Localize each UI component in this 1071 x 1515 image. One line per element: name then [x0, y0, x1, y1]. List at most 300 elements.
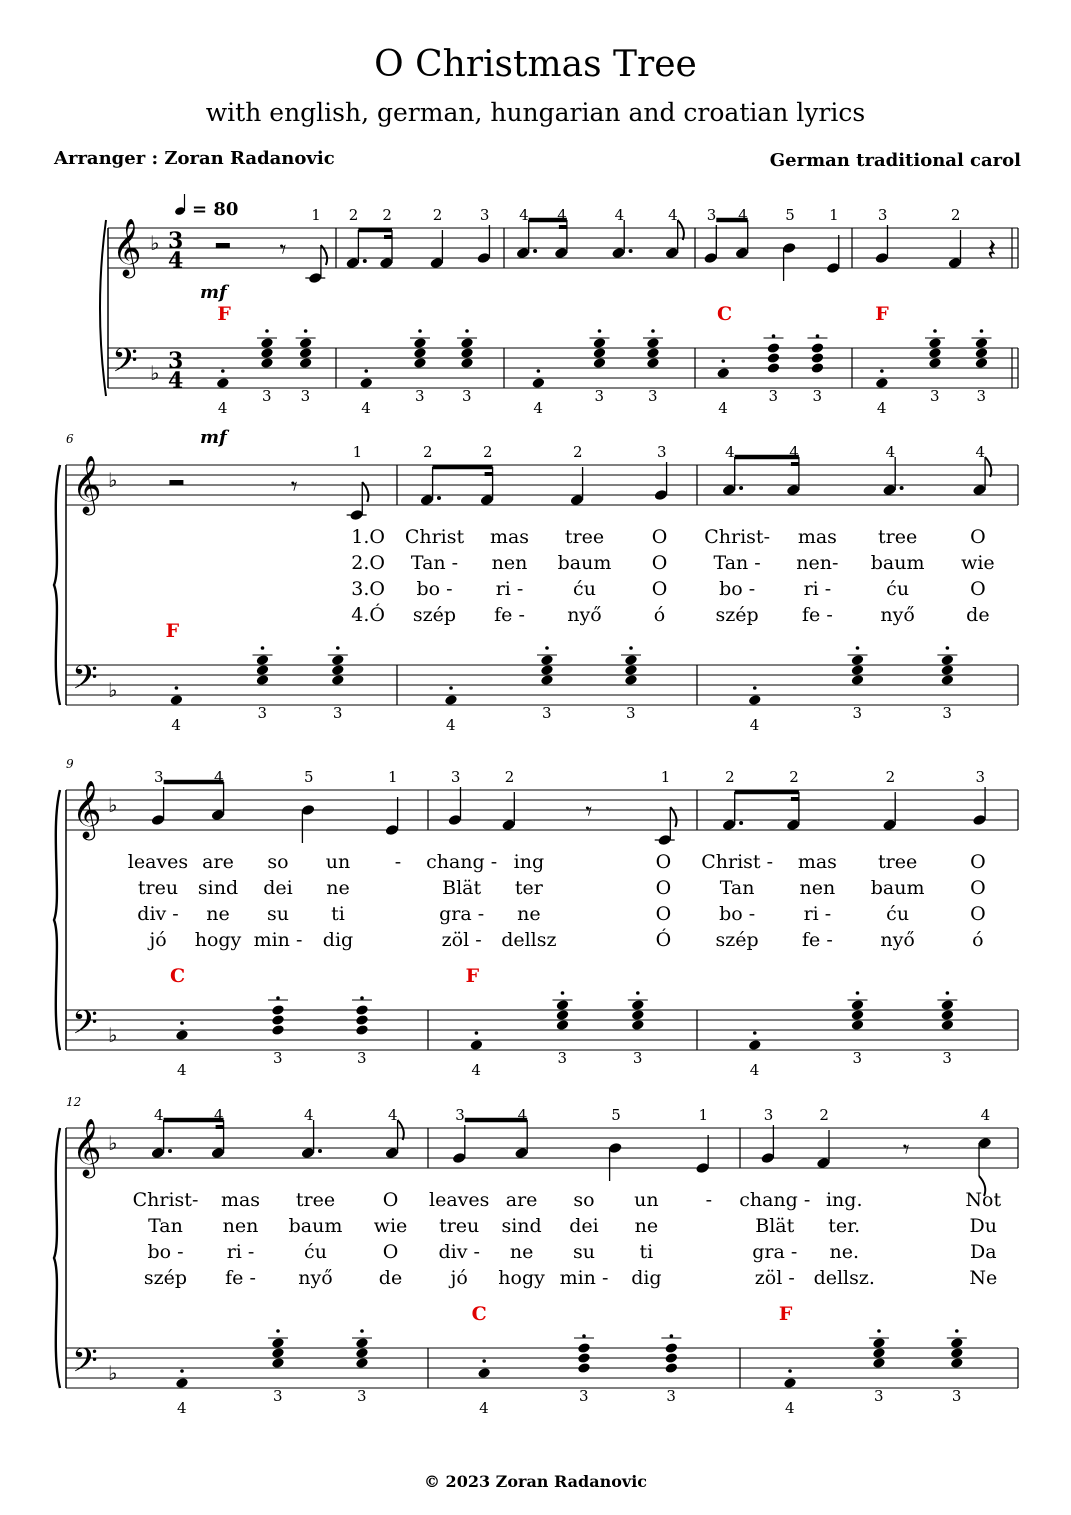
chord-note	[631, 1009, 645, 1021]
chord-note	[299, 357, 313, 369]
lyric-syllable: ri -	[803, 903, 832, 925]
lyric-syllable: 2.O	[351, 552, 385, 574]
staccato-dot	[537, 369, 541, 373]
chord-note	[271, 1357, 285, 1369]
lyric-syllable: baum	[870, 552, 925, 574]
lyric-syllable: mas	[797, 526, 837, 548]
treble-clef: 𝄞	[72, 1118, 102, 1176]
chord-note	[624, 664, 638, 676]
lyric-syllable: bo -	[719, 578, 756, 600]
chord-note	[271, 1024, 285, 1036]
lyric-syllable: O	[655, 851, 672, 873]
lyric-syllable: dellsz.	[813, 1267, 875, 1289]
lyric-syllable: ću	[304, 1241, 327, 1263]
chord-note	[593, 337, 607, 349]
chord-note	[355, 1014, 369, 1026]
lyric-syllable: hogy	[194, 929, 242, 951]
lyric-syllable: gra -	[439, 903, 485, 925]
lyric-syllable: nen	[799, 877, 836, 899]
lyric-syllable: Tan	[719, 877, 755, 899]
bass-fingering: 3	[647, 387, 658, 405]
augmentation-dot	[363, 259, 367, 263]
lyric-syllable: baum	[557, 552, 612, 574]
fingering: 4	[789, 443, 799, 461]
lyric-syllable: O	[651, 578, 668, 600]
chord-note	[851, 664, 865, 676]
fingering: 3	[455, 1106, 465, 1124]
chord-note	[355, 1024, 369, 1036]
lyric-syllable: dei	[263, 877, 293, 899]
key-signature-flat: ♭	[108, 1023, 118, 1047]
staccato-dot	[180, 1021, 184, 1025]
system-2	[54, 432, 1018, 734]
lyric-syllable: wie	[373, 1215, 408, 1237]
augmentation-dot	[168, 1149, 172, 1153]
lyric-syllable: dei	[569, 1215, 599, 1237]
lyric-syllable: fe -	[802, 604, 833, 626]
lyric-syllable: dellsz	[501, 929, 557, 951]
chord-note	[631, 1019, 645, 1031]
bass-note	[216, 377, 230, 389]
chord-note	[928, 337, 942, 349]
bass-fingering: 3	[257, 704, 268, 722]
copyright-footer: © 2023 Zoran Radanovic	[423, 1472, 648, 1491]
chord-note	[872, 1347, 886, 1359]
lyric-syllable: 3.O	[351, 578, 385, 600]
eighth-rest: 𝄾	[585, 797, 593, 827]
fingering: 3	[763, 1106, 774, 1124]
staccato-dot	[364, 369, 368, 373]
key-signature-flat: ♭	[108, 1361, 118, 1385]
fingering: 3	[975, 768, 986, 786]
bass-fingering: 3	[300, 387, 311, 405]
bass-fingering: 3	[632, 1049, 643, 1067]
bass-note	[477, 1367, 491, 1379]
lyric-syllable: ter.	[828, 1215, 861, 1237]
bass-fingering: 4	[785, 1399, 795, 1417]
fingering: 5	[785, 206, 795, 224]
lyric-syllable: Christ -	[701, 851, 774, 873]
chord-note	[271, 1347, 285, 1359]
bass-fingering: 3	[273, 1049, 283, 1067]
fingering: 2	[423, 443, 433, 461]
lyric-syllable: fe -	[225, 1267, 256, 1289]
chord-note	[940, 1009, 954, 1021]
staccato-dot	[449, 686, 453, 690]
staccato-dot	[753, 1031, 757, 1035]
staccato-dot	[877, 1329, 881, 1333]
chord-note	[540, 674, 554, 686]
chord-symbol: F	[165, 620, 180, 642]
lyric-syllable: sind	[501, 1215, 542, 1237]
chord-note	[940, 654, 954, 666]
chord-note	[767, 352, 781, 364]
fingering: 3	[706, 206, 717, 224]
chord-note	[624, 674, 638, 686]
bass-fingering: 3	[942, 1049, 952, 1067]
augmentation-dot	[739, 821, 743, 825]
lyric-syllable: tree	[878, 526, 918, 548]
fingering: 1	[660, 768, 671, 786]
lyric-syllable: ri -	[495, 578, 524, 600]
fingering: 2	[483, 443, 493, 461]
chord-note	[413, 347, 427, 359]
bass-fingering: 3	[462, 387, 472, 405]
bass-fingering: 3	[332, 704, 343, 722]
eighth-rest: 𝄾	[290, 472, 298, 502]
fingering: 4	[614, 206, 625, 224]
lyric-syllable: ri -	[226, 1241, 255, 1263]
lyric-syllable: bo -	[416, 578, 453, 600]
bass-fingering: 4	[171, 716, 181, 734]
measure-number: 12	[66, 1095, 82, 1109]
staccato-dot	[856, 991, 860, 995]
fingering: 2	[789, 768, 799, 786]
lyric-syllable: zöl -	[441, 929, 482, 951]
lyric-syllable: baum	[288, 1215, 343, 1237]
lyric-syllable: mas	[797, 851, 837, 873]
lyric-syllable: div -	[438, 1241, 480, 1263]
bass-fingering: 3	[415, 387, 425, 405]
chord-note	[940, 674, 954, 686]
chord-note	[950, 1357, 964, 1369]
chord-note	[355, 1347, 369, 1359]
staccato-dot	[221, 369, 225, 373]
bass-fingering: 4	[471, 1061, 481, 1079]
staccato-dot	[418, 329, 422, 333]
lyric-syllable: leaves	[429, 1189, 490, 1211]
bass-fingering: 3	[666, 1387, 676, 1405]
lyric-syllable: mas	[220, 1189, 261, 1211]
bass-fingering: 4	[177, 1399, 187, 1417]
bass-fingering: 4	[177, 1061, 187, 1079]
lyric-syllable: Not	[965, 1189, 1002, 1211]
lyric-syllable: wie	[961, 552, 995, 574]
chord-note	[928, 357, 942, 369]
staccato-dot	[721, 359, 725, 363]
key-signature-flat: ♭	[108, 678, 118, 702]
lyric-syllable: treu	[439, 1215, 480, 1237]
chord-note	[256, 674, 270, 686]
bass-fingering: 3	[594, 387, 605, 405]
system-1	[100, 194, 1018, 448]
staccato-dot	[880, 369, 884, 373]
lyric-syllable: O	[651, 526, 668, 548]
fingering: 4	[738, 206, 748, 224]
staccato-dot	[545, 646, 549, 650]
bass-clef: 𝄢	[72, 1342, 98, 1388]
lyric-syllable: szép	[412, 604, 457, 626]
staccato-dot	[180, 1369, 184, 1373]
lyric-syllable: Ne	[969, 1267, 998, 1289]
note-flag	[678, 220, 684, 240]
lyric-syllable: hogy	[498, 1267, 545, 1289]
lyric-syllable: jó	[450, 1267, 468, 1289]
time-signature-top: 3	[168, 348, 184, 374]
lyric-syllable: szép	[143, 1267, 188, 1289]
fingering: 3	[450, 768, 461, 786]
chord-symbol: C	[170, 965, 186, 987]
time-signature-bottom: 4	[168, 368, 184, 394]
lyric-syllable: ó	[653, 604, 666, 626]
staccato-dot	[946, 646, 950, 650]
fingering: 4	[519, 206, 529, 224]
lyric-syllable: so	[267, 851, 289, 873]
bass-note	[444, 694, 458, 706]
lyric-syllable: O	[382, 1189, 399, 1211]
chord-note	[460, 357, 474, 369]
chord-note	[664, 1352, 678, 1364]
lyric-syllable: fe -	[802, 929, 833, 951]
bass-fingering: 3	[951, 1387, 962, 1405]
chord-symbol: F	[778, 1303, 793, 1325]
key-signature-flat: ♭	[108, 793, 118, 817]
fingering: 1	[829, 206, 839, 224]
bass-fingering: 3	[626, 704, 636, 722]
bass-fingering: 3	[542, 704, 552, 722]
lyric-syllable: leaves	[127, 851, 189, 873]
lyric-syllable: Christ-	[704, 526, 770, 548]
fingering: 4	[557, 206, 567, 224]
augmentation-dot	[318, 1149, 322, 1153]
lyric-syllable: gra -	[752, 1241, 798, 1263]
bass-fingering: 4	[876, 399, 887, 417]
fingering: 3	[877, 206, 888, 224]
lyric-syllable: ter	[514, 877, 543, 899]
lyric-syllable: O	[970, 578, 986, 600]
chord-note	[260, 347, 274, 359]
staccato-dot	[482, 1359, 486, 1363]
chord-note	[593, 347, 607, 359]
staccato-dot	[175, 686, 179, 690]
lyric-syllable: O	[651, 552, 668, 574]
chord-note	[646, 347, 660, 359]
staccato-dot	[955, 1329, 959, 1333]
lyric-syllable: Christ	[404, 526, 465, 548]
bass-fingering: 3	[930, 387, 940, 405]
chord-note	[975, 347, 989, 359]
lyric-syllable: O	[970, 851, 986, 873]
lyric-syllable: nen	[491, 552, 528, 574]
augmentation-dot	[629, 249, 633, 253]
chord-note	[851, 1009, 865, 1021]
bass-clef: 𝄢	[72, 1004, 98, 1050]
lyric-syllable: ó	[972, 929, 984, 951]
lyric-syllable: Da	[969, 1241, 997, 1263]
lyric-syllable: ing	[513, 851, 545, 873]
lyric-syllable: are	[202, 851, 234, 873]
staff-brace	[54, 465, 60, 705]
staff-brace	[54, 790, 60, 1050]
lyric-syllable: dig	[322, 929, 354, 951]
lyric-syllable: fe -	[494, 604, 525, 626]
treble-clef: 𝄞	[112, 218, 142, 276]
fingering: 1	[311, 206, 321, 224]
system-4	[54, 1095, 1018, 1417]
lyric-syllable: su	[573, 1241, 595, 1263]
lyric-syllable: de	[378, 1267, 403, 1289]
lyric-syllable: bo -	[147, 1241, 184, 1263]
chord-note	[940, 999, 954, 1011]
lyric-syllable: Tan	[148, 1215, 183, 1237]
chord-symbol: F	[465, 965, 480, 987]
chord-note	[767, 342, 781, 354]
lyric-syllable: min -	[253, 929, 303, 951]
lyric-syllable: are	[505, 1189, 538, 1211]
bass-fingering: 3	[852, 1049, 863, 1067]
chord-note	[355, 1357, 369, 1369]
staccato-dot	[772, 334, 776, 338]
chord-note	[851, 999, 865, 1011]
staccato-dot	[276, 996, 280, 1000]
bass-fingering: 3	[557, 1049, 568, 1067]
lyric-syllable: ne.	[829, 1241, 860, 1263]
chord-note	[872, 1337, 886, 1349]
staccato-dot	[360, 1329, 364, 1333]
chord-note	[872, 1357, 886, 1369]
lyric-syllable: tree	[295, 1189, 336, 1211]
fingering: 4	[668, 206, 678, 224]
lyric-syllable: bo -	[719, 903, 756, 925]
bass-fingering: 3	[852, 704, 863, 722]
lyric-syllable: O	[655, 877, 672, 899]
bass-note	[875, 377, 889, 389]
chord-note	[260, 357, 274, 369]
bass-note	[359, 377, 373, 389]
time-signature-top: 3	[168, 228, 184, 254]
lyric-syllable: tree	[564, 526, 605, 548]
lyric-syllable: sind	[197, 877, 239, 899]
staccato-dot	[629, 646, 633, 650]
staccato-dot	[670, 1334, 674, 1338]
chord-note	[271, 1337, 285, 1349]
chord-symbol: F	[217, 303, 231, 325]
lyric-syllable: nyő	[880, 604, 915, 626]
chord-note	[299, 347, 313, 359]
chord-note	[940, 664, 954, 676]
chord-note	[256, 654, 270, 666]
system-3	[54, 757, 1018, 1079]
lyric-syllable: ne	[517, 903, 541, 925]
lyric-syllable: un	[634, 1189, 659, 1211]
fingering: 2	[348, 206, 359, 224]
lyric-syllable: O	[970, 526, 986, 548]
bass-note	[175, 1029, 189, 1041]
chord-note	[355, 1337, 369, 1349]
fingering: 4	[214, 1106, 224, 1124]
chord-note	[460, 347, 474, 359]
fingering: 1	[352, 443, 363, 461]
lyric-syllable: ću	[886, 903, 910, 925]
lyric-syllable: tree	[878, 851, 918, 873]
staccato-dot	[465, 329, 469, 333]
chord-note	[556, 1009, 570, 1021]
dynamic-mark: mf	[200, 427, 227, 448]
bass-fingering: 4	[479, 1399, 489, 1417]
page-title: O Christmas Tree	[374, 44, 697, 85]
staccato-dot	[261, 646, 265, 650]
lyric-syllable: szép	[715, 604, 759, 626]
chord-note	[577, 1362, 591, 1374]
bass-fingering: 3	[976, 387, 987, 405]
staccato-dot	[336, 646, 340, 650]
measure-number: 9	[66, 757, 74, 771]
staff-brace	[54, 1128, 60, 1388]
chord-symbol: C	[716, 303, 733, 325]
lyric-syllable: Tan -	[410, 552, 459, 574]
bass-fingering: 3	[812, 387, 823, 405]
bass-fingering: 4	[718, 399, 728, 417]
chord-note	[811, 362, 825, 374]
staccato-dot	[856, 646, 860, 650]
lyric-syllable: O	[970, 903, 986, 925]
lyric-syllable: un	[325, 851, 351, 873]
fingering: 4	[154, 1106, 164, 1124]
chord-note	[271, 1004, 285, 1016]
fingering: 3	[154, 768, 164, 786]
chord-note	[624, 654, 638, 666]
bass-fingering: 3	[579, 1387, 589, 1405]
chord-note	[928, 347, 942, 359]
staccato-dot	[265, 329, 269, 333]
page-subtitle: with english, german, hungarian and croatian lyrics	[205, 98, 866, 127]
lyric-syllable: div -	[137, 903, 179, 925]
eighth-rest: 𝄾	[279, 235, 287, 265]
lyric-syllable: ne	[326, 877, 350, 899]
treble-clef: 𝄞	[72, 455, 102, 513]
bass-note	[531, 377, 545, 389]
lyric-syllable: nen	[222, 1215, 259, 1237]
lyric-syllable: zöl -	[754, 1267, 795, 1289]
bass-fingering: 4	[217, 399, 228, 417]
chord-note	[413, 337, 427, 349]
lyric-syllable: O	[382, 1241, 399, 1263]
key-signature-flat: ♭	[108, 468, 118, 492]
bass-fingering: 3	[262, 387, 272, 405]
chord-note	[556, 999, 570, 1011]
lyric-syllable: szép	[715, 929, 759, 951]
staccato-dot	[788, 1369, 792, 1373]
chord-note	[664, 1342, 678, 1354]
chord-note	[767, 362, 781, 374]
fingering: 3	[479, 206, 490, 224]
chord-note	[577, 1342, 591, 1354]
staccato-dot	[561, 991, 565, 995]
tempo-mark: = 80	[192, 199, 239, 220]
lyric-syllable: su	[267, 903, 289, 925]
lyric-syllable: ću	[573, 578, 596, 600]
augmentation-dot	[533, 249, 537, 253]
fingering: 2	[819, 1106, 829, 1124]
lyric-syllable: baum	[870, 877, 925, 899]
fingering: 5	[611, 1106, 621, 1124]
bass-fingering: 4	[749, 716, 760, 734]
note-flag	[398, 1120, 404, 1140]
lyric-syllable: Du	[969, 1215, 997, 1237]
lyric-syllable: so	[573, 1189, 595, 1211]
chord-note	[271, 1014, 285, 1026]
lyric-syllable: -	[705, 1189, 713, 1211]
lyric-syllable: Ó	[655, 929, 672, 951]
quarter-rest: 𝄽	[987, 233, 997, 268]
lyric-syllable: mas	[489, 526, 530, 548]
chord-note	[975, 337, 989, 349]
bass-note	[716, 367, 730, 379]
lyric-syllable: ne	[634, 1215, 659, 1237]
chord-note	[331, 654, 345, 666]
lyric-syllable: O	[655, 903, 672, 925]
fingering: 4	[975, 443, 986, 461]
